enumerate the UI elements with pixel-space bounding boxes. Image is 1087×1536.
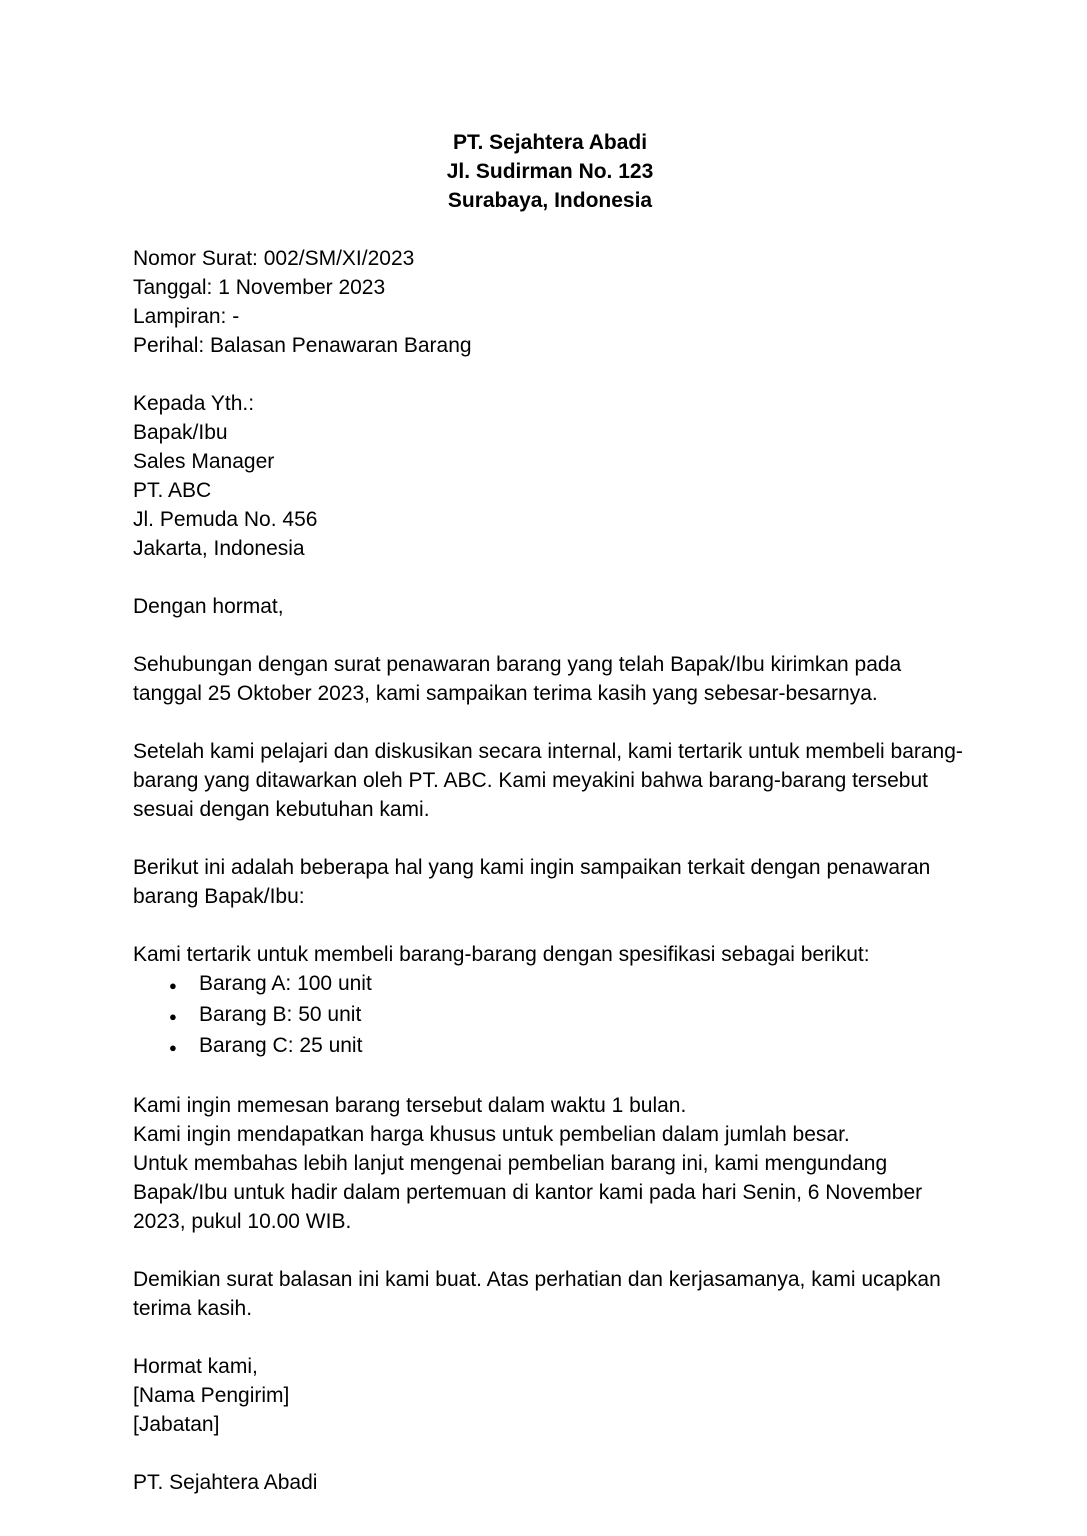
signature-title-placeholder: [Jabatan] <box>133 1413 220 1436</box>
recipient-line: PT. ABC <box>133 479 212 502</box>
recipient-line: Bapak/Ibu <box>133 421 228 444</box>
bullet-icon: ● <box>169 978 177 993</box>
paragraph-thanks <box>133 650 967 708</box>
paragraph-text: Kami ingin mendapatkan harga khusus untuk pembelian dalam jumlah besar. <box>133 1123 850 1146</box>
recipient-line: Jl. Pemuda No. 456 <box>133 508 318 531</box>
bullet-icon: ● <box>169 1009 177 1024</box>
paragraph-interest <box>133 737 967 824</box>
recipient-line: Sales Manager <box>133 450 275 473</box>
paragraph-points-intro <box>133 853 967 911</box>
signature-company <box>133 1468 967 1497</box>
list-item <box>133 1000 967 1031</box>
paragraph-text: Kami tertarik untuk membeli barang-barang dengan spesifikasi sebagai berikut: <box>133 943 870 966</box>
letterhead-street: Jl. Sudirman No. 123 <box>446 160 654 183</box>
letterhead <box>133 128 967 215</box>
paragraph-text: Demikian surat balasan ini kami buat. Atas perhatian dan kerjasamanya, kami ucapkan terima kasih. <box>133 1268 941 1320</box>
request-section <box>133 1091 967 1236</box>
letterhead-company-name: PT. Sejahtera Abadi <box>452 131 648 154</box>
letter-meta <box>133 244 967 360</box>
list-item <box>133 1031 967 1062</box>
meta-perihal: Perihal: Balasan Penawaran Barang <box>133 334 472 357</box>
paragraph-closing <box>133 1265 967 1323</box>
paragraph-text: Berikut ini adalah beberapa hal yang kami ingin sampaikan terkait dengan penawaran barang Bapak/Ibu: <box>133 856 931 908</box>
bullet-icon: ● <box>169 1040 177 1055</box>
salutation <box>133 592 967 621</box>
signature-block <box>133 1352 967 1439</box>
list-item-text: Barang C: 25 unit <box>199 1034 363 1057</box>
paragraph-text: Sehubungan dengan surat penawaran barang yang telah Bapak/Ibu kirimkan pada tanggal 25 Oktober 2023, kami sampaikan terima kasih yang sebesar-besarnya. <box>133 653 902 705</box>
recipient-line: Jakarta, Indonesia <box>133 537 305 560</box>
salutation-text: Dengan hormat, <box>133 595 284 618</box>
recipient-block <box>133 389 967 563</box>
letterhead-city: Surabaya, Indonesia <box>447 189 653 212</box>
paragraph-text: Kami ingin memesan barang tersebut dalam waktu 1 bulan. <box>133 1094 687 1117</box>
list-item-text: Barang A: 100 unit <box>199 972 372 995</box>
meta-lampiran: Lampiran: - <box>133 305 240 328</box>
signature-company-name: PT. Sejahtera Abadi <box>133 1471 318 1494</box>
specification-section <box>133 940 967 1062</box>
meta-tanggal: Tanggal: 1 November 2023 <box>133 276 386 299</box>
list-item <box>133 969 967 1000</box>
signature-salutation: Hormat kami, <box>133 1355 258 1378</box>
recipient-line: Kepada Yth.: <box>133 392 255 415</box>
list-item-text: Barang B: 50 unit <box>199 1003 362 1026</box>
bullet-list <box>133 969 967 1062</box>
meta-nomor-surat: Nomor Surat: 002/SM/XI/2023 <box>133 247 415 270</box>
signature-name-placeholder: [Nama Pengirim] <box>133 1384 290 1407</box>
paragraph-text: Untuk membahas lebih lanjut mengenai pembelian barang ini, kami mengundang Bapak/Ibu untuk hadir dalam pertemuan di kantor kami pada hari Senin, 6 November 2023, pukul 10.00 WIB. <box>133 1152 923 1233</box>
paragraph-text: Setelah kami pelajari dan diskusikan secara internal, kami tertarik untuk membeli barang-barang yang ditawarkan oleh PT. ABC. Kami meyakini bahwa barang-barang tersebut sesuai dengan kebutuhan kami. <box>133 740 963 821</box>
